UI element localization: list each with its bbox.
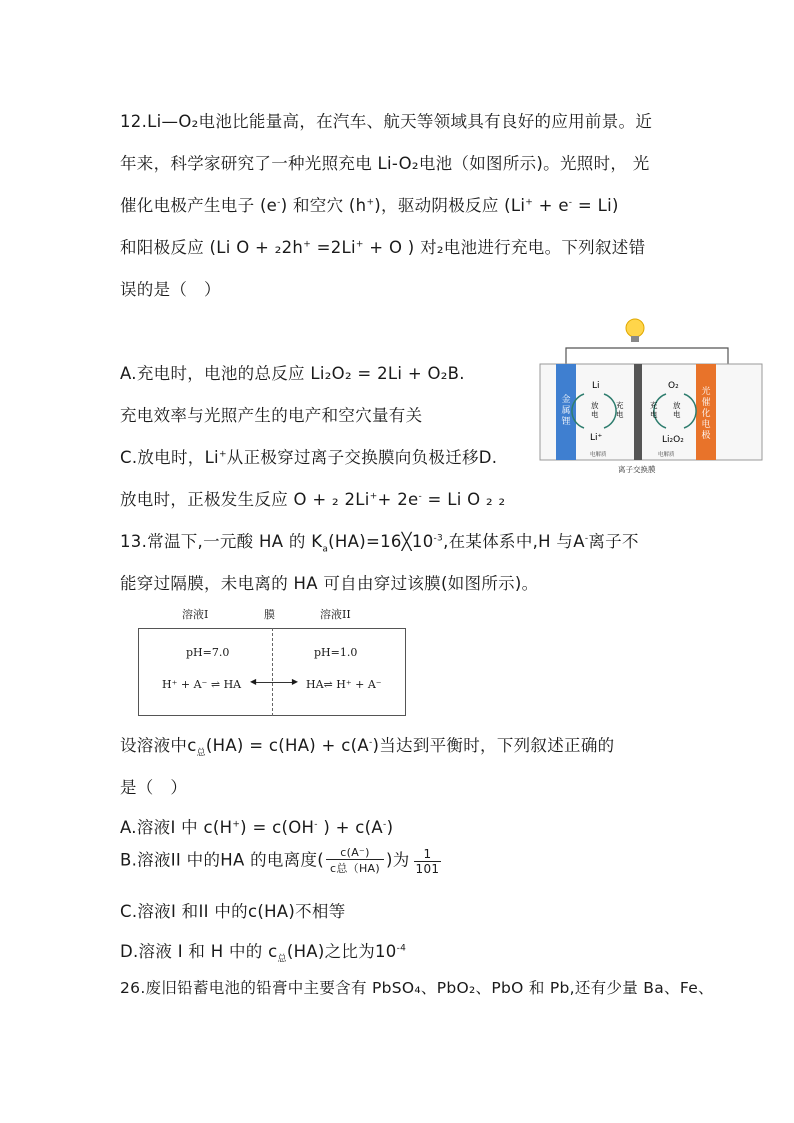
q13-line3: 设溶液中$c_总(HA) = c(HA) + c(A^-)$当达到平衡时，下列叙述正确的 — [120, 736, 615, 759]
q12-option-c: C.放电时，Li+从正极穿过离子交换膜向负极迁移D. — [120, 448, 498, 467]
light-bulb-icon — [626, 319, 644, 337]
q12-option-a: A.充电时，电池的总反应 Li₂O₂ = 2Li + O₂B. — [120, 364, 465, 383]
q12-line3: 催化电极产生电子 (e-) 和空穴 (h+)，驱动阴极反应 (Li+ + e- = Li) — [120, 196, 619, 215]
q13-line1: 13.常温下,一元酸 HA 的 $K_a(HA)=16╳10^{-3}$,在某体系中,H 与A-离子不 — [120, 532, 639, 555]
fig2-membrane-line — [272, 628, 273, 716]
fig1-membrane-label: 离子交换膜 — [618, 465, 656, 474]
fig1-electrolyte-right: 电解质 — [658, 452, 675, 458]
q26-line1: 26.废旧铅蓄电池的铅膏中主要含有 PbSO₄、PbO₂、PbO 和 Pb,还有少量 Ba、Fe、 — [120, 979, 714, 997]
q13-option-a: A.溶液I 中 c(H+) = c(OH- ) + c(A-) — [120, 818, 394, 837]
fig2-eq2: HA⇌ H⁺ + A⁻ — [306, 678, 382, 691]
q12-line5: 误的是（ ） — [120, 280, 221, 299]
fraction-denominator: c总（HA) — [330, 862, 380, 875]
fig2-ph1: pH=7.0 — [186, 646, 230, 659]
fraction-1-numerator: 1 — [414, 847, 442, 862]
fraction-numerator: c(A⁻) — [326, 846, 384, 860]
svg-text:放电: 放电 — [591, 401, 599, 419]
fig2-double-arrow: ◀ ▶ — [250, 677, 298, 686]
external-wire — [566, 348, 728, 364]
q12-line1: 12.Li—O₂电池比能量高，在汽车、航天等领域具有良好的应用前景。近 — [120, 112, 653, 131]
fig1-o2: O₂ — [668, 381, 679, 391]
fig2-eq1: H⁺ + A⁻ ⇌ HA — [162, 678, 242, 691]
q13-line4: 是（ ） — [120, 778, 188, 797]
svg-text:金属锂: 金属锂 — [561, 395, 571, 427]
fig1-electrolyte-left: 电解质 — [590, 452, 607, 458]
q13-option-c: C.溶液I 和II 中的c(HA)不相等 — [120, 902, 346, 921]
q13-line2: 能穿过隔膜，未电离的 HA 可自由穿过该膜(如图所示)。 — [120, 574, 539, 593]
q13-option-d: D.溶液 I 和 H 中的 $c_总(HA)$之比为$10^{-4}$ — [120, 942, 407, 965]
fig1-li-plus: Li⁺ — [590, 433, 603, 443]
svg-text:放电: 放电 — [673, 401, 681, 419]
fraction-1-denominator: 101 — [415, 861, 440, 876]
q12-line4: 和阳极反应 (Li O + ₂2h+ =2Li+ + O ) 对₂电池进行充电。下列叙述错 — [120, 238, 646, 257]
svg-text:光催化电极: 光催化电极 — [701, 387, 711, 441]
svg-text:充电: 充电 — [616, 401, 624, 419]
q12-option-b: 充电效率与光照产生的电产和空穴量有关 — [120, 406, 423, 425]
q12-line2: 年来，科学家研究了一种光照充电 Li-O₂电池（如图所示)。光照时， 光 — [120, 154, 650, 173]
ion-exchange-membrane — [634, 364, 642, 460]
membrane-diagram — [138, 606, 408, 718]
fig2-sol2-label: 溶液II — [320, 608, 351, 621]
fig1-li2o2: Li₂O₂ — [662, 435, 684, 445]
q12-option-d: 放电时，正极发生反应 O + ₂ 2Li++ 2e- = Li O ₂ ₂ — [120, 490, 506, 509]
q13-option-b: B.溶液II 中的HA 的电离度( c(A⁻) c总（HA) )为 $\frac{1}{101}$ — [120, 846, 440, 876]
fig2-membrane-label: 膜 — [264, 608, 275, 621]
fig2-ph2: pH=1.0 — [314, 646, 358, 659]
svg-text:充电: 充电 — [650, 401, 658, 419]
fig1-li: Li — [592, 381, 600, 391]
fig2-sol1-label: 溶液I — [182, 608, 209, 621]
battery-diagram — [538, 316, 764, 476]
